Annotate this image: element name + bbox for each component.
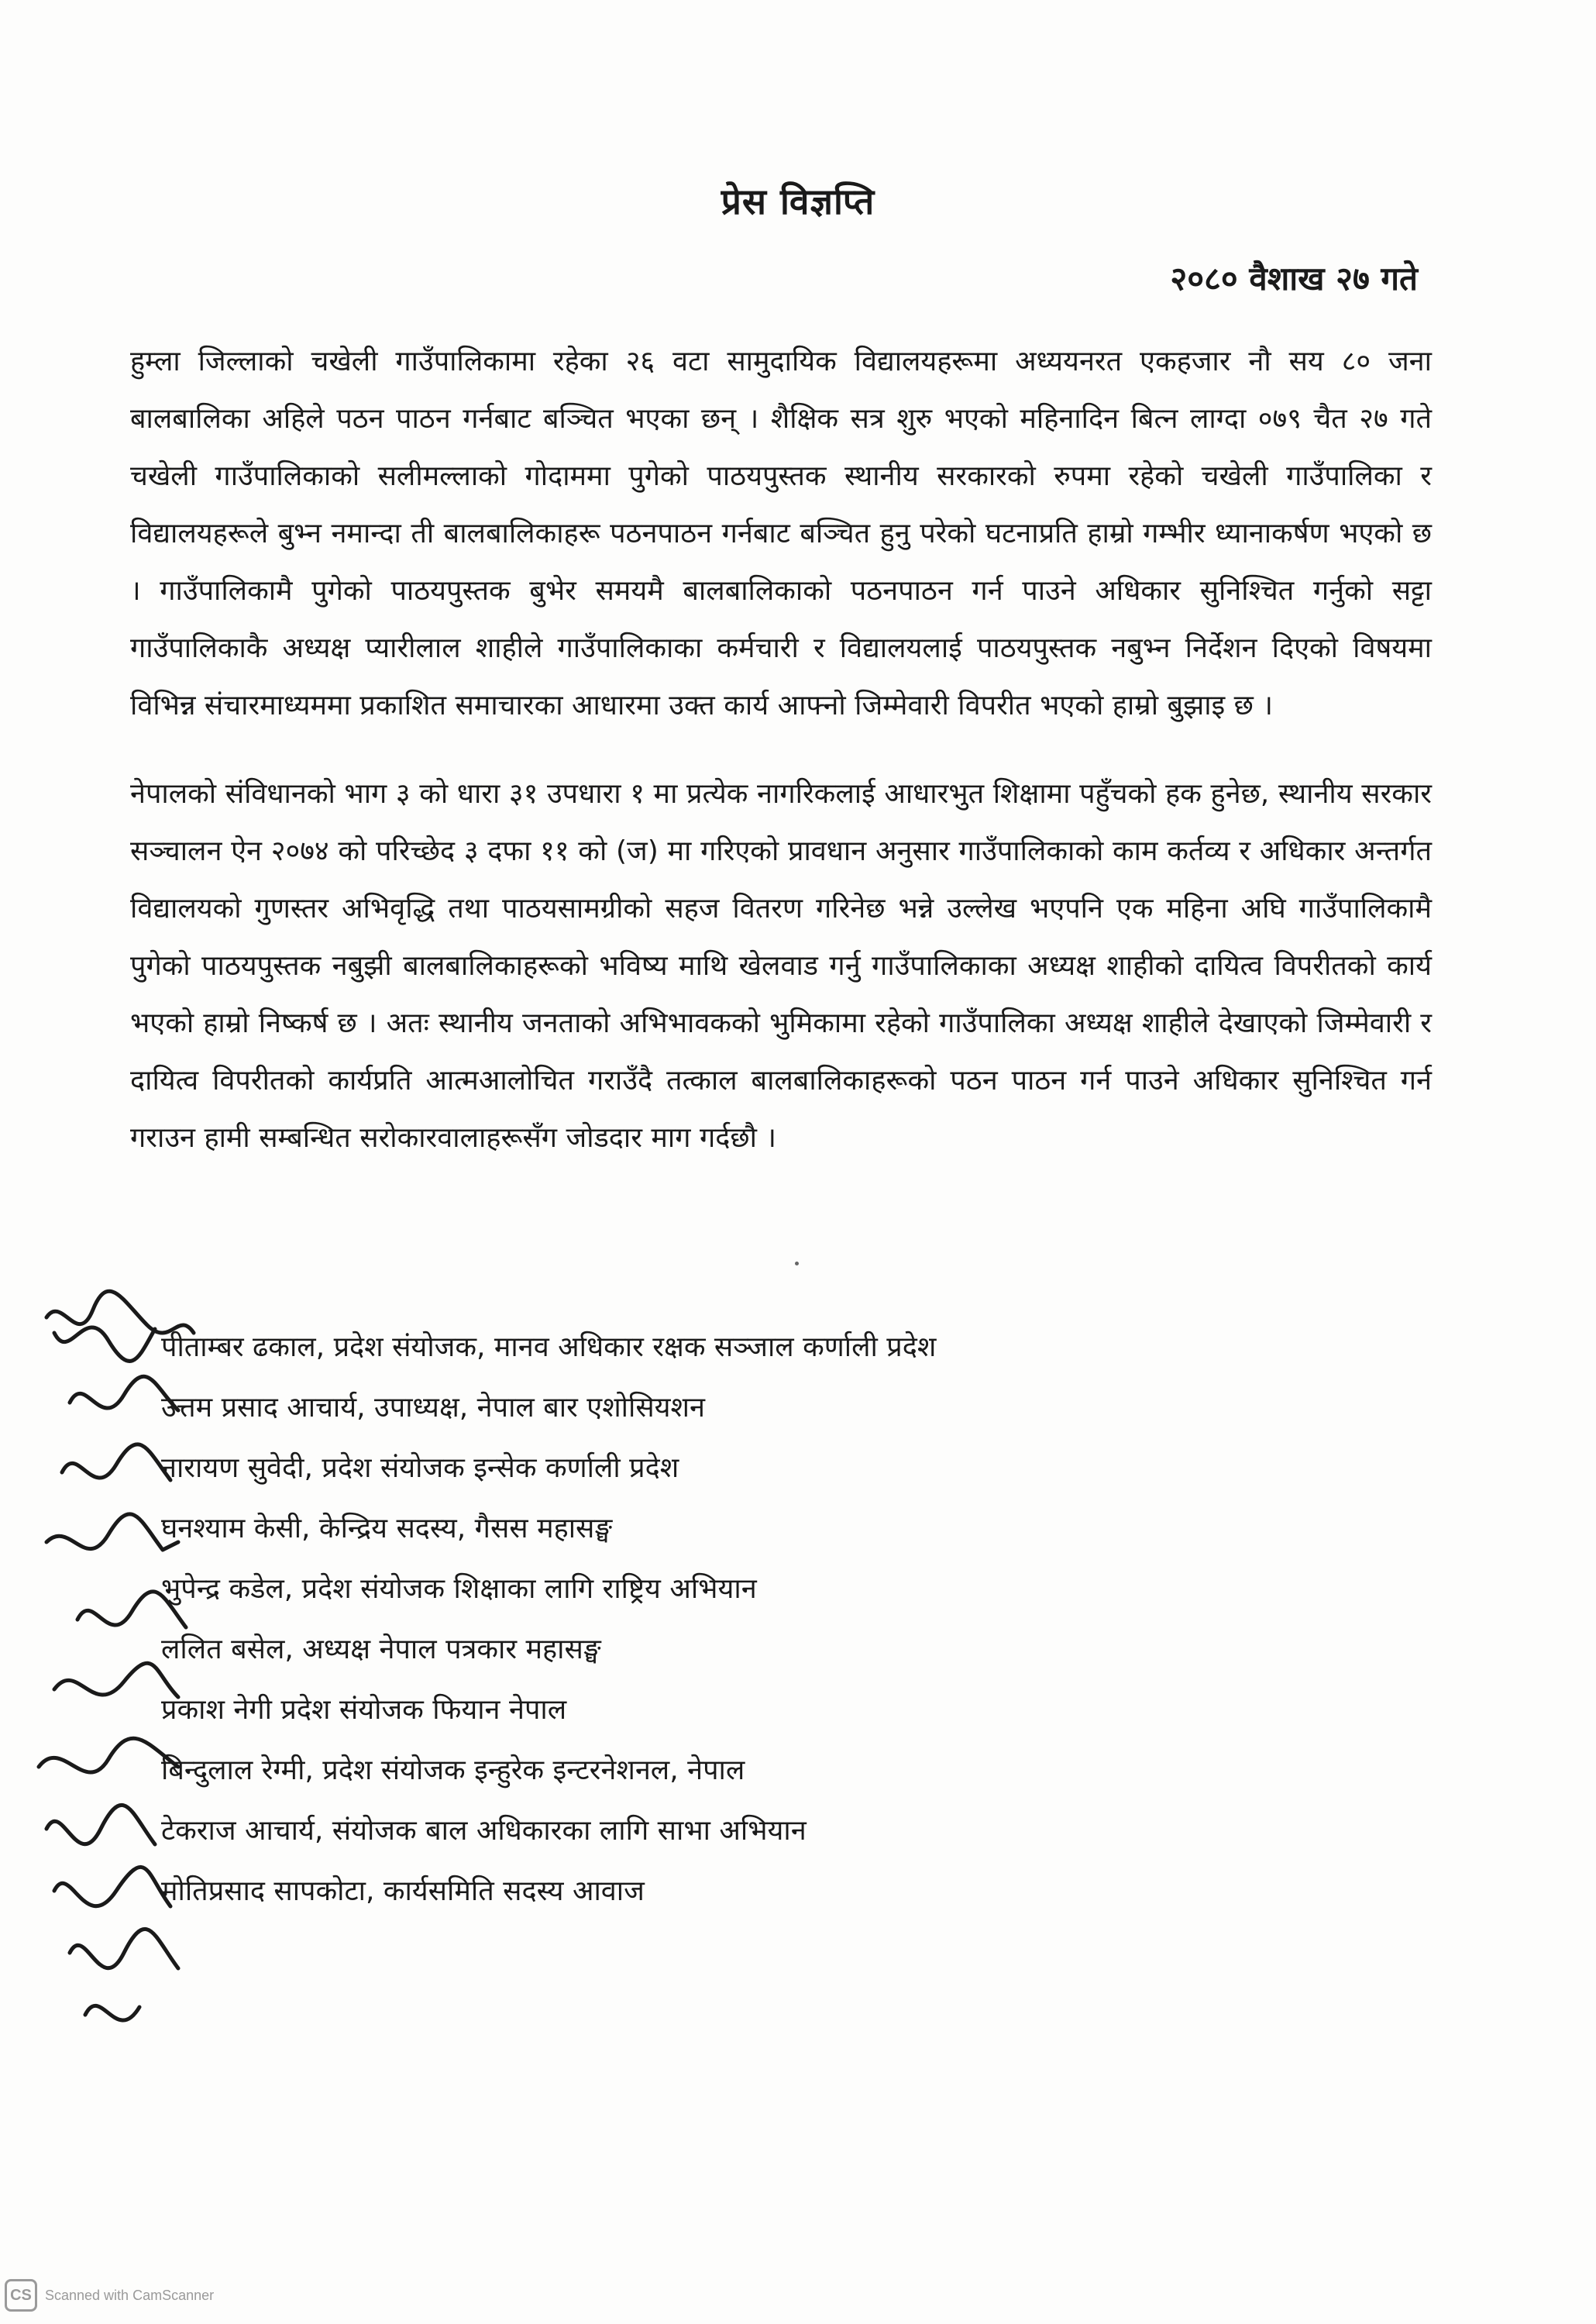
document-date: २०८० वैशाख २७ गते	[1170, 260, 1418, 298]
signatory: ललित बसेल, अध्यक्ष नेपाल पत्रकार महासङ्घ	[161, 1634, 601, 1665]
scanner-footer	[5, 2279, 214, 2312]
signatory: नारायण सुवेदी, प्रदेश संयोजक इन्सेक कर्णाली प्रदेश	[161, 1452, 679, 1484]
signatory: टेकराज आचार्य, संयोजक बाल अधिकारका लागि साभा अभियान	[161, 1815, 807, 1847]
signatory: प्रकाश नेगी प्रदेश संयोजक फियान नेपाल	[161, 1694, 567, 1726]
camscanner-logo-icon: CS	[5, 2279, 37, 2312]
signatory: उत्तम प्रसाद आचार्य, उपाध्यक्ष, नेपाल बार एशोसियशन	[161, 1392, 705, 1424]
scanner-watermark: Scanned with CamScanner	[45, 2287, 215, 2303]
signatories-list	[161, 1317, 1323, 1922]
document-body	[130, 333, 1432, 1198]
signatory: भुपेन्द्र कडेल, प्रदेश संयोजक शिक्षाका लागि राष्ट्रिय अभियान	[161, 1573, 757, 1605]
signatory: पीताम्बर ढकाल, प्रदेश संयोजक, मानव अधिकार रक्षक सञ्जाल कर्णाली प्रदेश	[161, 1331, 937, 1363]
paragraph-1: हुम्ला जिल्लाको चखेली गाउँपालिकामा रहेका २६ वटा सामुदायिक विद्यालयहरूमा अध्ययनरत एकहजार नौ सय ८० जना बालबालिका अहिले पठन पाठन गर्नबाट बञ्चित भएका छन् । शैक्षिक सत्र शुरु भएको महिनादिन बित्न लाग्दा ०७९ चैत २७ गते चखेली गाउँपालिकाको सलीमल्लाको गोदाममा पुगेको पाठयपुस्तक स्थानीय सरकारको रुपमा रहेको चखेली गाउँपालिका र विद्यालयहरूले बुभ्न नमान्दा ती बालबालिकाहरू पठनपाठन गर्नबाट बञ्चित हुनु परेको घटनाप्रति हाम्रो गम्भीर ध्यानाकर्षण भएको छ । गाउँपालिकामै पुगेको पाठयपुस्तक बुभेर समयमै बालबालिकाको पठनपाठन गर्न पाउने अधिकार सुनिश्चित गर्नुको सट्टा गाउँपालिकाकै अध्यक्ष प्यारीलाल शाहीले गाउँपालिकाका कर्मचारी र विद्यालयलाई पाठयपुस्तक नबुभ्न निर्देशन दिएको विषयमा विभिन्न संचारमाध्यममा प्रकाशित समाचारका आधारमा उक्त कार्य आफ्नो जिम्मेवारी विपरीत भएको हाम्रो बुझाइ छ ।	[130, 346, 1432, 721]
signatory: घनश्याम केसी, केन्द्रिय सदस्य, गैसस महासङ्घ	[161, 1513, 613, 1544]
signatory: मोतिप्रसाद सापकोटा, कार्यसमिति सदस्य आवाज	[161, 1875, 645, 1907]
scan-speck	[795, 1262, 799, 1265]
page-title: प्रेस विज्ञप्ति	[721, 181, 875, 222]
signatory: बिन्दुलाल रेग्मी, प्रदेश संयोजक इन्हुरेक इन्टरनेशनल, नेपाल	[161, 1754, 745, 1786]
paragraph-2: नेपालको संविधानको भाग ३ को धारा ३१ उपधारा १ मा प्रत्येक नागरिकलाई आधारभुत शिक्षामा पहुँचको हक हुनेछ, स्थानीय सरकार सञ्चालन ऐन २०७४ को परिच्छेद ३ दफा ११ को (ज) मा गरिएको प्रावधान अनुसार गाउँपालिकाको काम कर्तव्य र अधिकार अन्तर्गत विद्यालयको गुणस्तर अभिवृद्धि तथा पाठयसामग्रीको सहज वितरण गरिनेछ भन्ने उल्लेख भएपनि एक महिना अघि गाउँपालिकामै पुगेको पाठयपुस्तक नबुझी बालबालिकाहरूको भविष्य माथि खेलवाड गर्नु गाउँपालिकाका अध्यक्ष शाहीको दायित्व विपरीतको कार्य भएको हाम्रो निष्कर्ष छ । अतः स्थानीय जनताको अभिभावकको भुमिकामा रहेको गाउँपालिका अध्यक्ष शाहीले देखाएको जिम्मेवारी र दायित्व विपरीतको कार्यप्रति आत्मआलोचित गराउँदै तत्काल बालबालिकाहरूको पठन पाठन गर्न पाउने अधिकार सुनिश्चित गर्न गराउन हामी सम्बन्धित सरोकारवालाहरूसँग जोडदार माग गर्दछौ ।	[130, 778, 1432, 1154]
